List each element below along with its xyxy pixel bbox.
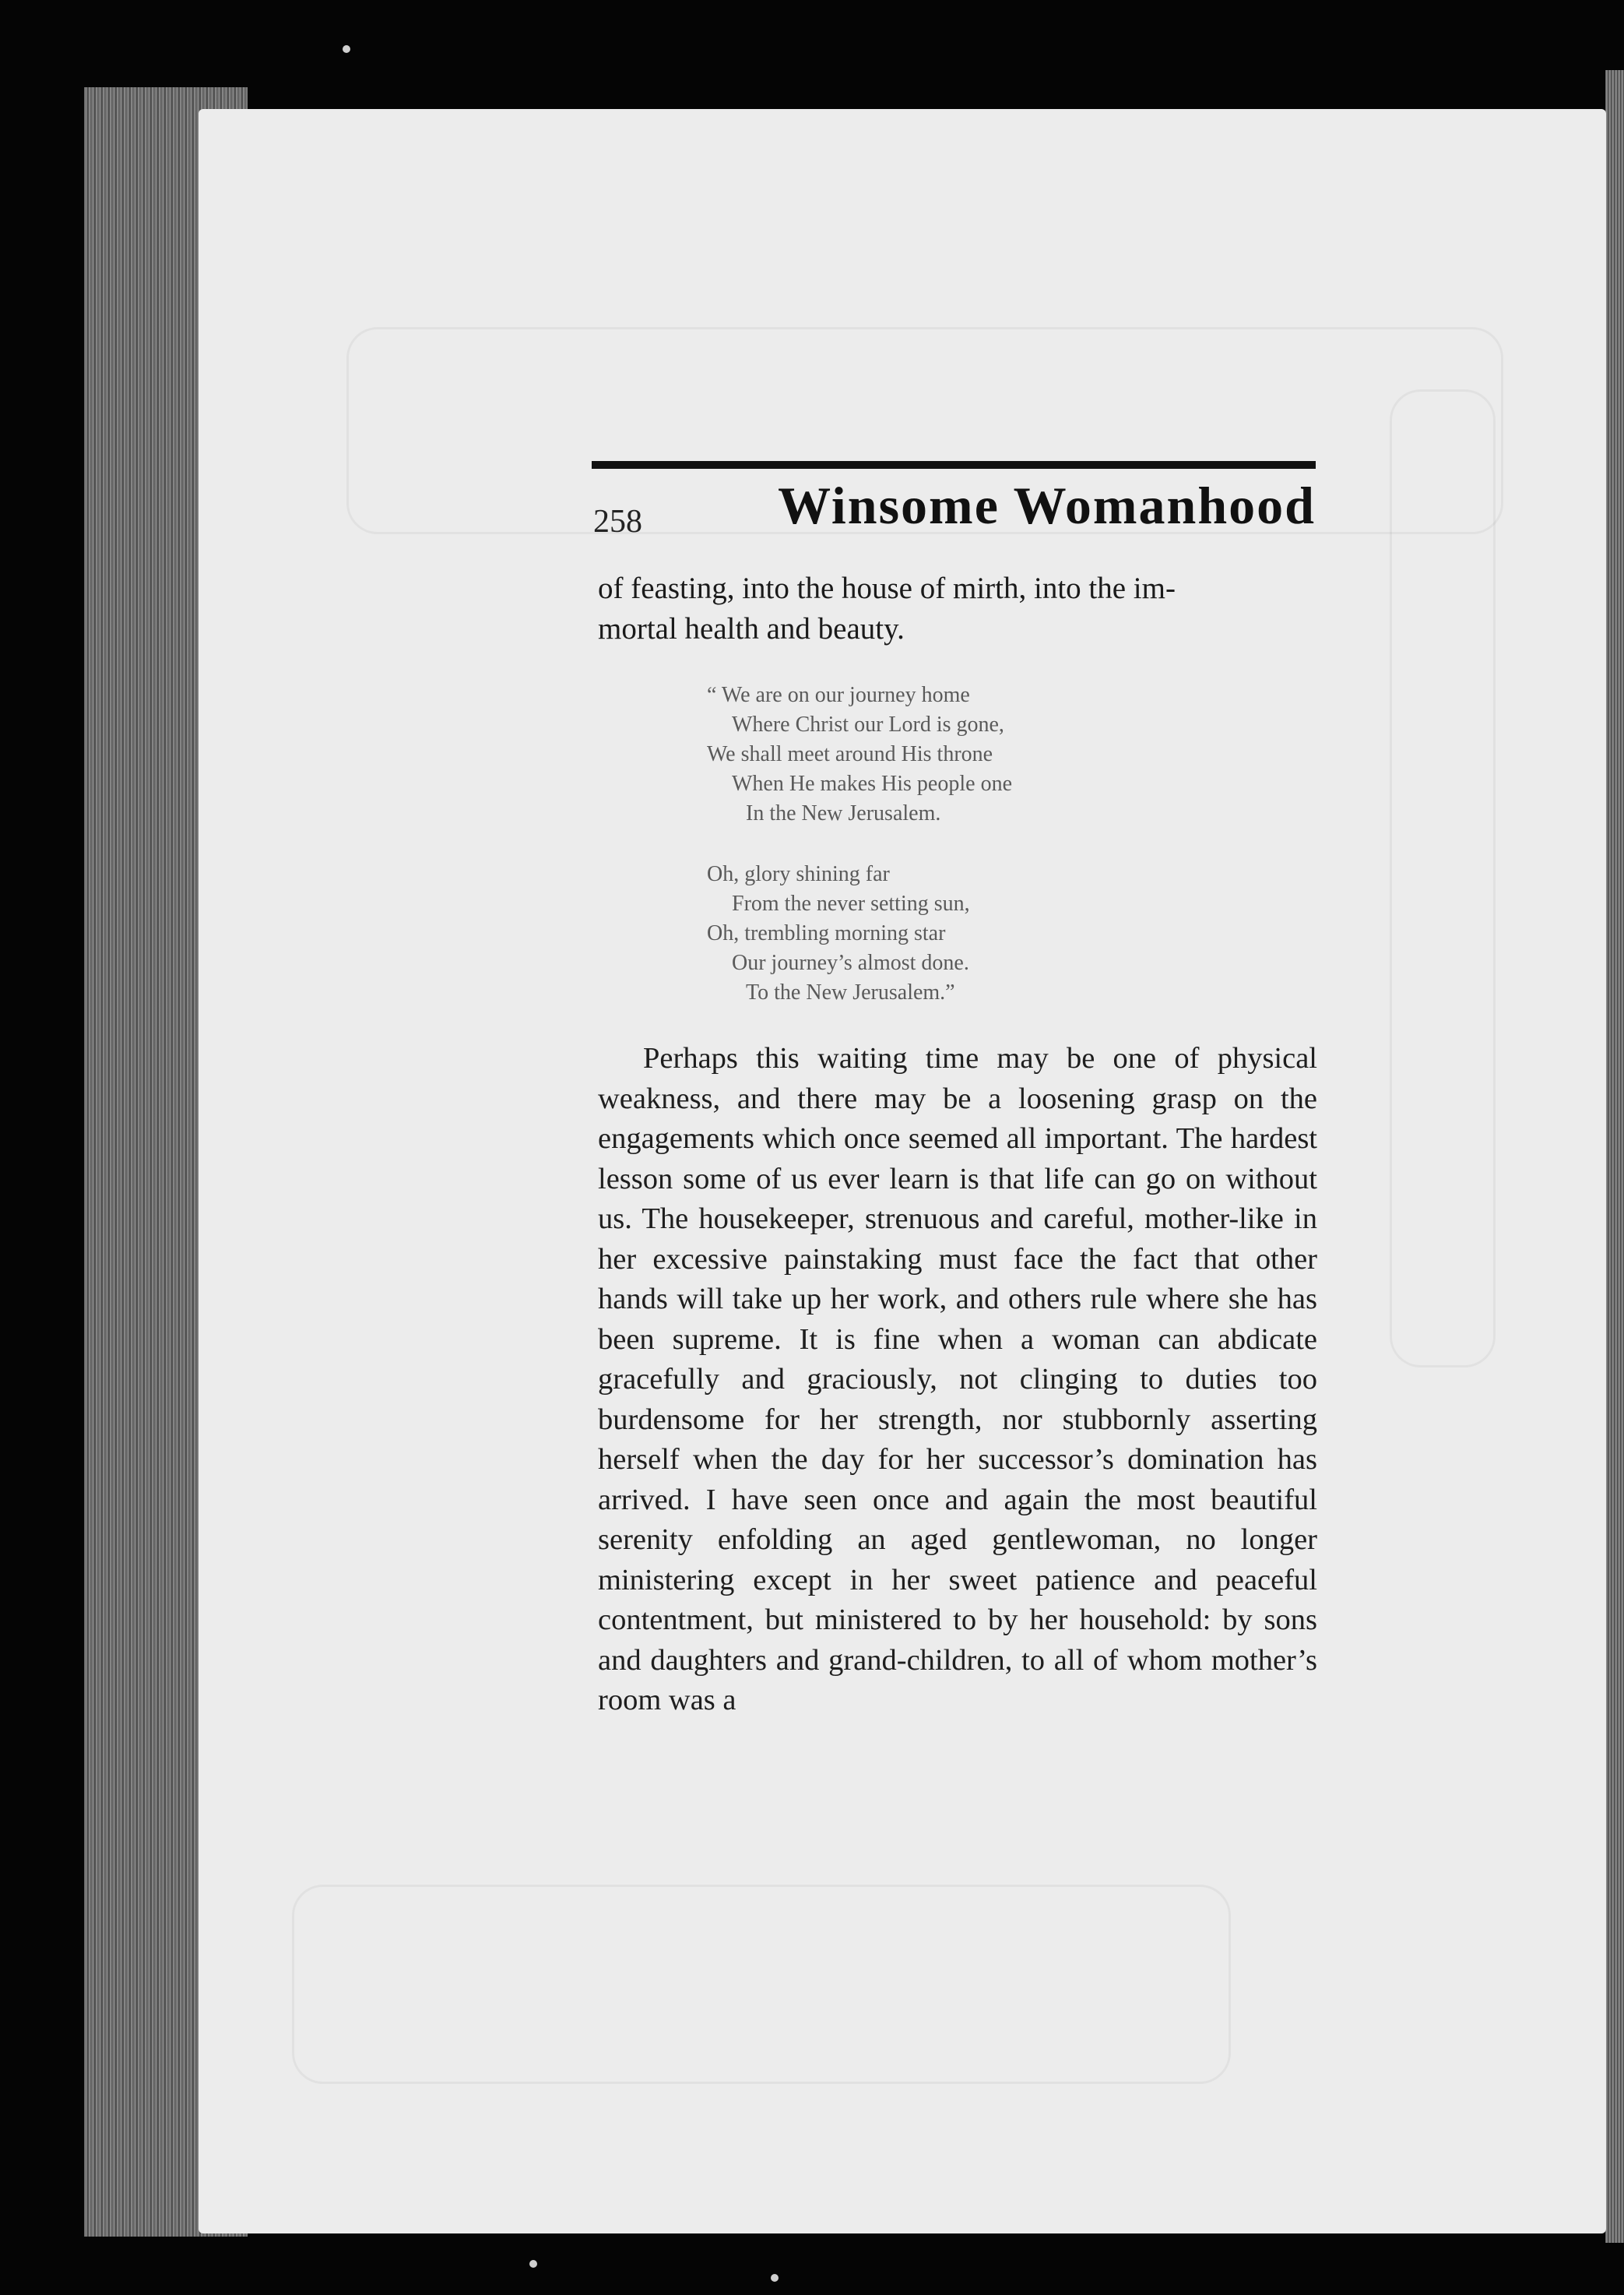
poem-line: To the New Jerusalem.” [746, 980, 955, 1005]
poem-stanza [707, 860, 1317, 1008]
page-text [598, 568, 1317, 1721]
running-title: Winsome Womanhood [778, 476, 1316, 535]
page-header [592, 461, 1316, 548]
poem-line: Oh, glory shining far [707, 862, 890, 886]
poem-line: When He makes His people one [732, 772, 1012, 796]
poem-line: In the New Jerusalem. [746, 801, 941, 825]
poem-line: From the never setting sun, [732, 892, 970, 916]
poem-line: “ We are on our journey home [707, 683, 970, 707]
scan-speck [529, 2260, 537, 2268]
text-line: mortal health and beauty. [598, 612, 905, 646]
poem-line: Oh, trembling morning star [707, 921, 946, 945]
lead-paragraph [598, 568, 1317, 649]
next-page-edge [1605, 70, 1624, 2243]
poem-line: Our journey’s almost done. [732, 951, 969, 975]
poem [707, 681, 1317, 1008]
poem-line: Where Christ our Lord is gone, [732, 713, 1004, 737]
text-line: of feasting, into the house of mirth, into the im- [598, 572, 1176, 605]
poem-stanza [707, 681, 1317, 829]
poem-line: We shall meet around His throne [707, 742, 993, 766]
scan-speck [771, 2274, 779, 2282]
page-number: 258 [593, 504, 642, 540]
scan-speck [343, 45, 350, 53]
bleed-through-vase [1390, 389, 1496, 1367]
bleed-through-tray [292, 1885, 1231, 2084]
body-paragraph: Perhaps this waiting time may be one of physical weakness, and there may be a loosening grasp on the engagements which once seemed all important. The hardest lesson some of us ever learn is that life can go on without us. The housekeeper, strenuous and careful, mother-like in her excessive painstaking must face the fact that other hands will take up her work, and others rule where she has been supreme. It is fine when a woman can abdicate gracefully and graciously, not clinging to duties too burdensome for her strength, nor stubbornly asserting herself when the day for her successor’s domination has arrived. I have seen once and again the most beautiful serenity enfolding an aged gentlewoman, no longer ministering except in her sweet patience and peaceful contentment, but ministered to by her household: by sons and daughters and grand-children, to all of whom mother’s room was a [598, 1042, 1317, 1716]
